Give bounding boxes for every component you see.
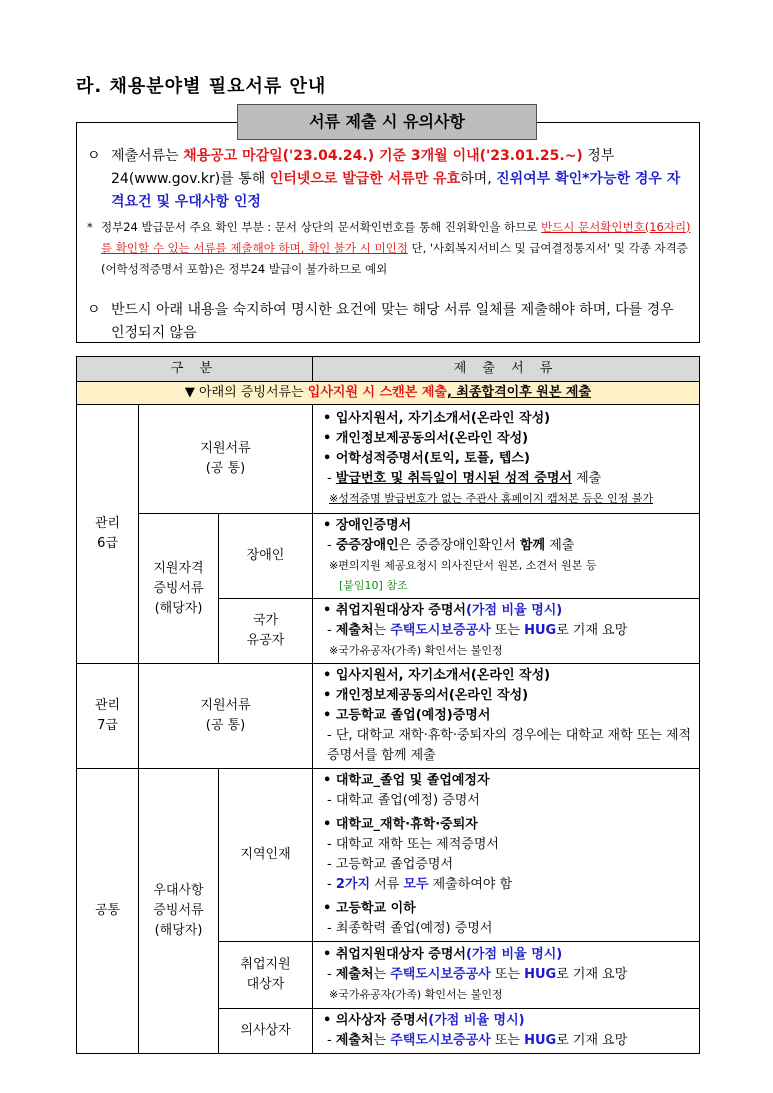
disabled-label: 장애인 <box>219 514 313 599</box>
employment-support-label: 취업지원 대상자 <box>219 942 313 1009</box>
header-category: 구 분 <box>77 357 313 382</box>
notice-title: 서류 제출 시 유의사항 <box>237 104 537 140</box>
table-banner: ▼ 아래의 증빙서류는 입사지원 시 스캔본 제출, 최종합격이후 원본 제출 <box>77 382 700 405</box>
table-row: 관리 6급 지원서류 (공 통) • 입사지원서, 자기소개서(온라인 작성) • 개인정보제공동의서(온라인 작성) • 어학성적증명서(토익, 토플, 텝스) - 발급번호 및 취득일이 명시된 성적 증명서 제출 ※성적증명 발급번호가 없는 주관사 홈페이지 캡처본 등은 인정 불가 <box>77 405 700 514</box>
notice-paragraph-2: * 정부24 발급문서 주요 확인 부분 : 문서 상단의 문서확인번호를 통해 진위확인을 하므로 반드시 문서확인번호(16자리)를 확인할 수 있는 서류를 제출해야 하며, 확인 불가 시 미인정 단, '사회복지서비스 및 급여결정통지서' 및 각종 자격증(어학성적증명서 포함)은 정부24 발급이 불가하므로 예외 <box>87 220 691 276</box>
grade-label: 관리 6급 <box>77 405 139 664</box>
table-row: 지원자격 증빙서류 (해당자) 장애인 • 장애인증명서 - 중증장애인은 중증장애인확인서 함께 제출 ※편의지원 제공요청시 의사진단서 원본, 소견서 원본 등 [붙임10] 참조 <box>77 514 700 599</box>
table-row: 공통 우대사항 증빙서류 (해당자) 지역인재 • 대학교_졸업 및 졸업예정자 - 대학교 졸업(예정) 증명서 • 대학교_재학·휴학·중퇴자 - 대학교 재학 또는 제적증명서 - 고등학교 졸업증명서 - 2가지 서류 모두 제출하여야 함 • 고등학교 이하 - 최종학력 졸업(예정) 증명서 <box>77 769 700 942</box>
common-docs-label: 지원서류 (공 통) <box>139 405 313 514</box>
casualty-label: 의사상자 <box>219 1009 313 1054</box>
table-header <box>77 357 700 382</box>
table-row: 국가 유공자 • 취업지원대상자 증명서(가점 비율 명시) - 제출처는 주택도시보증공사 또는 HUG로 기재 요망 ※국가유공자(가족) 확인서는 불인정 <box>77 599 700 664</box>
common-docs-label: 지원서류 (공 통) <box>139 664 313 769</box>
table-row: 취업지원 대상자 • 취업지원대상자 증명서(가점 비율 명시) - 제출처는 주택도시보증공사 또는 HUG로 기재 요망 ※국가유공자(가족) 확인서는 불인정 <box>77 942 700 1009</box>
table-row: 관리 7급 지원서류 (공 통) • 입사지원서, 자기소개서(온라인 작성) • 개인정보제공동의서(온라인 작성) • 고등학교 졸업(예정)증명서 - 단, 대학교 재학·휴학·중퇴자의 경우에는 대학교 재학 또는 제적 증명서를 함께 제출 <box>77 664 700 769</box>
cert-docs-label: 지원자격 증빙서류 (해당자) <box>139 514 219 664</box>
bullet: ㅇ <box>87 148 101 164</box>
notice-paragraph-1: ㅇ 제출서류는 채용공고 마감일('23.04.24.) 기준 3개월 이내('23.01.25.~) 정부24(www.gov.kr)를 통해 인터넷으로 발급한 서류만 유효하며, 진위여부 확인*가능한 경우 자격요건 및 우대사항 인정 <box>87 145 691 214</box>
merit-label: 국가 유공자 <box>219 599 313 664</box>
preference-docs-label: 우대사항 증빙서류 (해당자) <box>139 769 219 1054</box>
document-table <box>76 356 700 1054</box>
grade-label: 공통 <box>77 769 139 1054</box>
section-heading: 라. 채용분야별 필요서류 안내 <box>76 76 327 97</box>
notice-box <box>76 122 700 343</box>
local-talent-label: 지역인재 <box>219 769 313 942</box>
table-row: 의사상자 • 의사상자 증명서(가점 비율 명시) - 제출처는 주택도시보증공사 또는 HUG로 기재 요망 <box>77 1009 700 1054</box>
header-documents: 제 출 서 류 <box>313 357 700 382</box>
notice-paragraph-3: ㅇ 반드시 아래 내용을 숙지하여 명시한 요건에 맞는 해당 서류 일체를 제출해야 하며, 다를 경우 인정되지 않음 <box>87 302 674 341</box>
grade-label: 관리 7급 <box>77 664 139 769</box>
